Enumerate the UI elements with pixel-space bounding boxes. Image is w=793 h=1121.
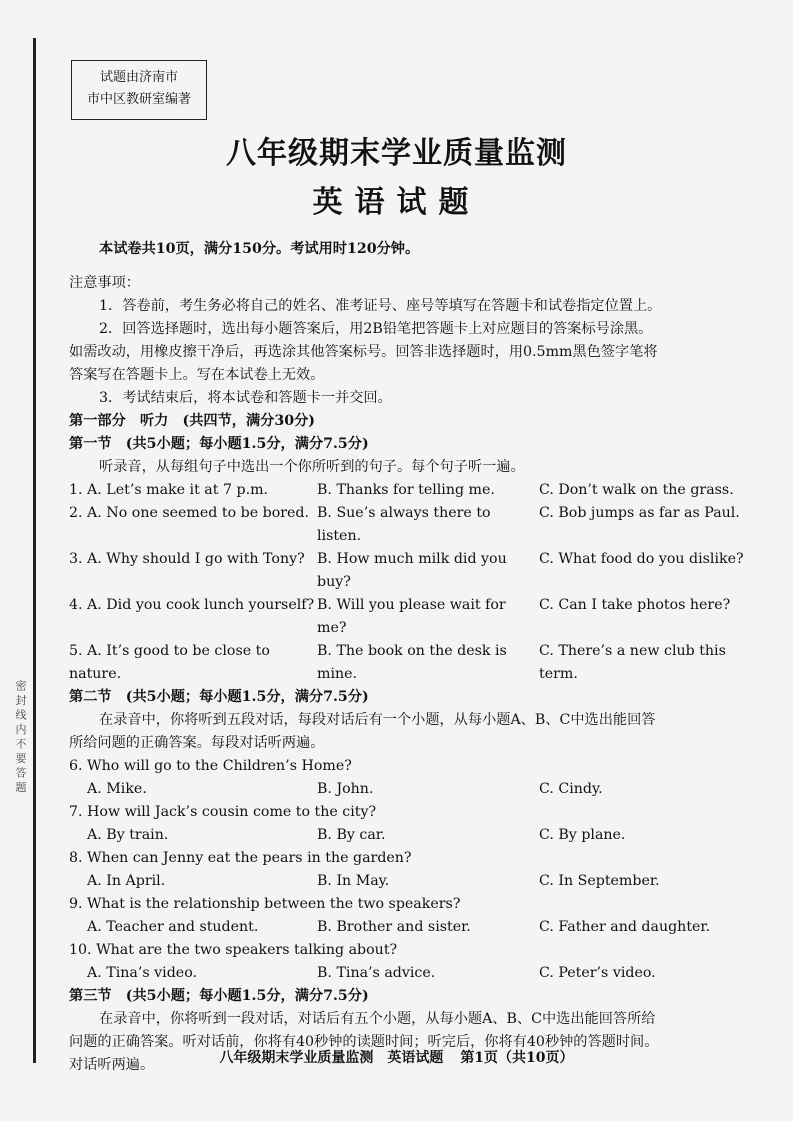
option-a: 4. A. Did you cook lunch yourself?	[69, 597, 315, 613]
question-8: 8. When can Jenny eat the pears in the garden?	[69, 850, 412, 866]
option-c: C. In September.	[539, 873, 660, 889]
option-b: B. Thanks for telling me.	[317, 482, 495, 498]
exam-title: 八年级期末学业质量监测	[226, 136, 567, 171]
option-b: B. Tina’s advice.	[317, 965, 436, 981]
option-b: B. In May.	[317, 873, 390, 889]
section-2	[69, 686, 749, 985]
question-6-options	[69, 778, 749, 801]
option-b: B. By car.	[317, 827, 386, 843]
list-item	[69, 640, 749, 686]
exam-subject: 英语试题	[312, 185, 481, 220]
option-b: B. Brother and sister.	[317, 919, 471, 935]
section-3-instruction: 在录音中，你将听到一段对话，对话后有五个小题，从每小题A、B、C中选出能回答所给	[99, 1011, 656, 1027]
option-c: C. By plane.	[539, 827, 626, 843]
option-a: A. Tina’s video.	[87, 965, 197, 981]
option-a: 1. A. Let’s make it at 7 p.m.	[69, 482, 269, 498]
option-c: C. Don’t walk on the grass.	[539, 482, 734, 498]
notice-item-2-cont: 如需改动，用橡皮擦干净后，再选涂其他答案标号。回答非选择题时，用0.5mm黑色签字笔将	[69, 344, 658, 360]
option-a: 2. A. No one seemed to be bored.	[69, 505, 310, 521]
notice-item-2-end: 答案写在答题卡上。写在本试卷上无效。	[69, 367, 325, 383]
question-9: 9. What is the relationship between the two speakers?	[69, 896, 461, 912]
section-2-instruction: 在录音中，你将听到五段对话，每段对话后有一个小题，从每小题A、B、C中选出能回答	[99, 712, 656, 728]
question-8-options	[69, 870, 749, 893]
option-a: A. Teacher and student.	[87, 919, 259, 935]
seal-line-notice: 密 封 线 内 不 要 答 题	[14, 680, 27, 793]
question-10-options	[69, 962, 749, 985]
part-1-heading: 第一部分 听力 (共四节，满分30分)	[69, 413, 315, 429]
option-a: 3. A. Why should I go with Tony?	[69, 551, 305, 567]
question-7-options	[69, 824, 749, 847]
option-a: A. By train.	[87, 827, 169, 843]
question-9-options	[69, 916, 749, 939]
section-3-heading: 第三节 (共5小题；每小题1.5分，满分7.5分)	[69, 988, 369, 1004]
page-content	[69, 238, 749, 1077]
section-3-instruction-end: 对话听两遍。	[69, 1057, 155, 1073]
list-item	[69, 502, 749, 548]
page-number: 第1页（共10页）	[460, 1050, 574, 1066]
list-item	[69, 594, 749, 640]
question-7: 7. How will Jack’s cousin come to the city?	[69, 804, 377, 820]
stamp-line-1: 试题由济南市	[99, 70, 178, 85]
option-c: C. Can I take photos here?	[539, 597, 731, 613]
page-footer	[0, 1047, 793, 1067]
option-b: B. John.	[317, 781, 374, 797]
notice-block	[69, 272, 749, 410]
option-c: C. Peter’s video.	[539, 965, 656, 981]
section-2-heading: 第二节 (共5小题；每小题1.5分，满分7.5分)	[69, 689, 369, 705]
list-item	[69, 548, 749, 594]
footer-title: 八年级期末学业质量监测 英语试题	[219, 1050, 444, 1066]
question-10: 10. What are the two speakers talking about?	[69, 942, 398, 958]
notice-heading: 注意事项：	[69, 275, 140, 291]
section-2-instruction-cont: 所给问题的正确答案。每段对话听两遍。	[69, 735, 325, 751]
section-1-heading: 第一节 (共5小题；每小题1.5分，满分7.5分)	[69, 436, 369, 452]
section-1	[69, 433, 749, 686]
option-b: B. The book on the desk is mine.	[317, 643, 507, 682]
section-1-instruction: 听录音，从每组句子中选出一个你所听到的句子。每个句子听一遍。	[99, 459, 525, 475]
option-b: B. Sue’s always there to listen.	[317, 505, 491, 544]
option-a: A. In April.	[87, 873, 166, 889]
option-c: C. What food do you dislike?	[539, 551, 744, 567]
notice-item-2: 2．回答选择题时，选出每小题答案后，用2B铅笔把答题卡上对应题目的答案标号涂黑。	[99, 321, 653, 337]
list-item	[69, 479, 749, 502]
question-6: 6. Who will go to the Children’s Home?	[69, 758, 352, 774]
option-b: B. How much milk did you buy?	[317, 551, 507, 590]
option-c: C. Bob jumps as far as Paul.	[539, 505, 740, 521]
publisher-stamp	[71, 60, 207, 120]
option-a: A. Mike.	[87, 781, 147, 797]
option-c: C. There’s a new club this term.	[539, 643, 726, 682]
stamp-line-2: 市中区教研室编著	[86, 92, 191, 107]
option-c: C. Father and daughter.	[539, 919, 711, 935]
option-a: 5. A. It’s good to be close to nature.	[69, 643, 270, 682]
notice-item-1: 1．答卷前，考生务必将自己的姓名、准考证号、座号等填写在答题卡和试卷指定位置上。	[99, 298, 662, 314]
option-b: B. Will you please wait for me?	[317, 597, 506, 636]
option-c: C. Cindy.	[539, 781, 603, 797]
section-3-instruction-cont: 问题的正确答案。听对话前，你将有40秒钟的读题时间；听完后，你将有40秒钟的答题时间。	[69, 1034, 659, 1050]
notice-item-3: 3．考试结束后，将本试卷和答题卡一并交回。	[99, 390, 392, 406]
exam-intro: 本试卷共10页，满分150分。考试用时120分钟。	[99, 241, 420, 257]
